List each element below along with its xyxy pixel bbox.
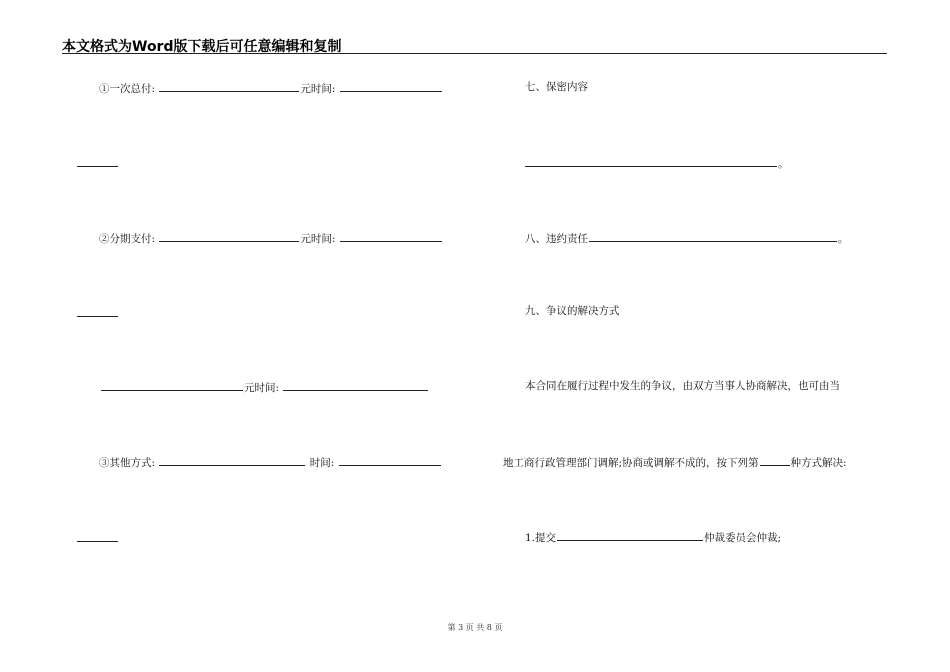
section-7-title: 七、保密内容	[525, 81, 588, 93]
other-method-continuation-blank[interactable]	[77, 530, 118, 542]
lump-sum-continuation	[76, 155, 119, 171]
other-method-time-blank[interactable]	[339, 454, 441, 466]
installment-second-amount-blank[interactable]	[101, 379, 243, 391]
dispute-paragraph-line-2	[503, 454, 847, 470]
dispute-line-2-text-before: 地工商行政管理部门调解;协商或调解不成的，按下列第	[503, 457, 759, 469]
section-8-blank[interactable]	[589, 230, 837, 242]
installment-time-blank[interactable]	[340, 230, 442, 242]
dispute-line-2-text-after: 种方式解决:	[790, 457, 847, 469]
header-divider	[62, 53, 887, 54]
method-number-blank[interactable]	[760, 454, 790, 466]
installment-label: ②分期支付:	[99, 233, 156, 245]
section-8-title: 八、违约责任	[525, 233, 588, 245]
installment-continuation-blank[interactable]	[77, 305, 118, 317]
lump-sum-amount-blank[interactable]	[159, 80, 299, 92]
installment-continuation	[76, 305, 119, 321]
arbitration-item-line	[525, 529, 781, 545]
installment-second-yuan-time-label: 元时间:	[244, 382, 280, 394]
section-7-period: 。	[778, 158, 789, 170]
document-header-title: 本文格式为Word版下载后可任意编辑和复制	[62, 39, 342, 55]
installment-yuan-time-label: 元时间:	[300, 233, 336, 245]
other-method-blank[interactable]	[159, 454, 305, 466]
arbitration-commission-blank[interactable]	[557, 529, 703, 541]
arbitration-item-suffix: 仲裁委员会仲裁;	[704, 532, 782, 544]
arbitration-item-prefix: 1.提交	[525, 532, 557, 544]
page-number: 第 3 页 共 8 页	[447, 623, 503, 632]
lump-sum-yuan-time-label: 元时间:	[300, 83, 336, 95]
other-method-continuation	[76, 530, 119, 546]
other-method-time-label: 时间:	[309, 457, 335, 469]
installment-line	[99, 230, 443, 246]
lump-sum-continuation-blank[interactable]	[77, 155, 118, 167]
dispute-paragraph-line-1: 本合同在履行过程中发生的争议，由双方当事人协商解决，也可由当	[525, 380, 840, 392]
installment-amount-blank[interactable]	[159, 230, 299, 242]
installment-second-time-blank[interactable]	[283, 379, 428, 391]
lump-sum-line	[99, 80, 443, 96]
section-7-content-line	[524, 155, 789, 171]
section-8-line	[525, 230, 849, 246]
lump-sum-label: ①一次总付:	[99, 83, 156, 95]
installment-second-line	[100, 379, 429, 395]
section-7-blank[interactable]	[525, 155, 777, 167]
lump-sum-time-blank[interactable]	[340, 80, 442, 92]
section-8-period: 。	[838, 233, 849, 245]
other-method-line	[99, 454, 442, 470]
section-9-title: 九、争议的解决方式	[525, 305, 620, 317]
other-method-label: ③其他方式:	[99, 457, 156, 469]
